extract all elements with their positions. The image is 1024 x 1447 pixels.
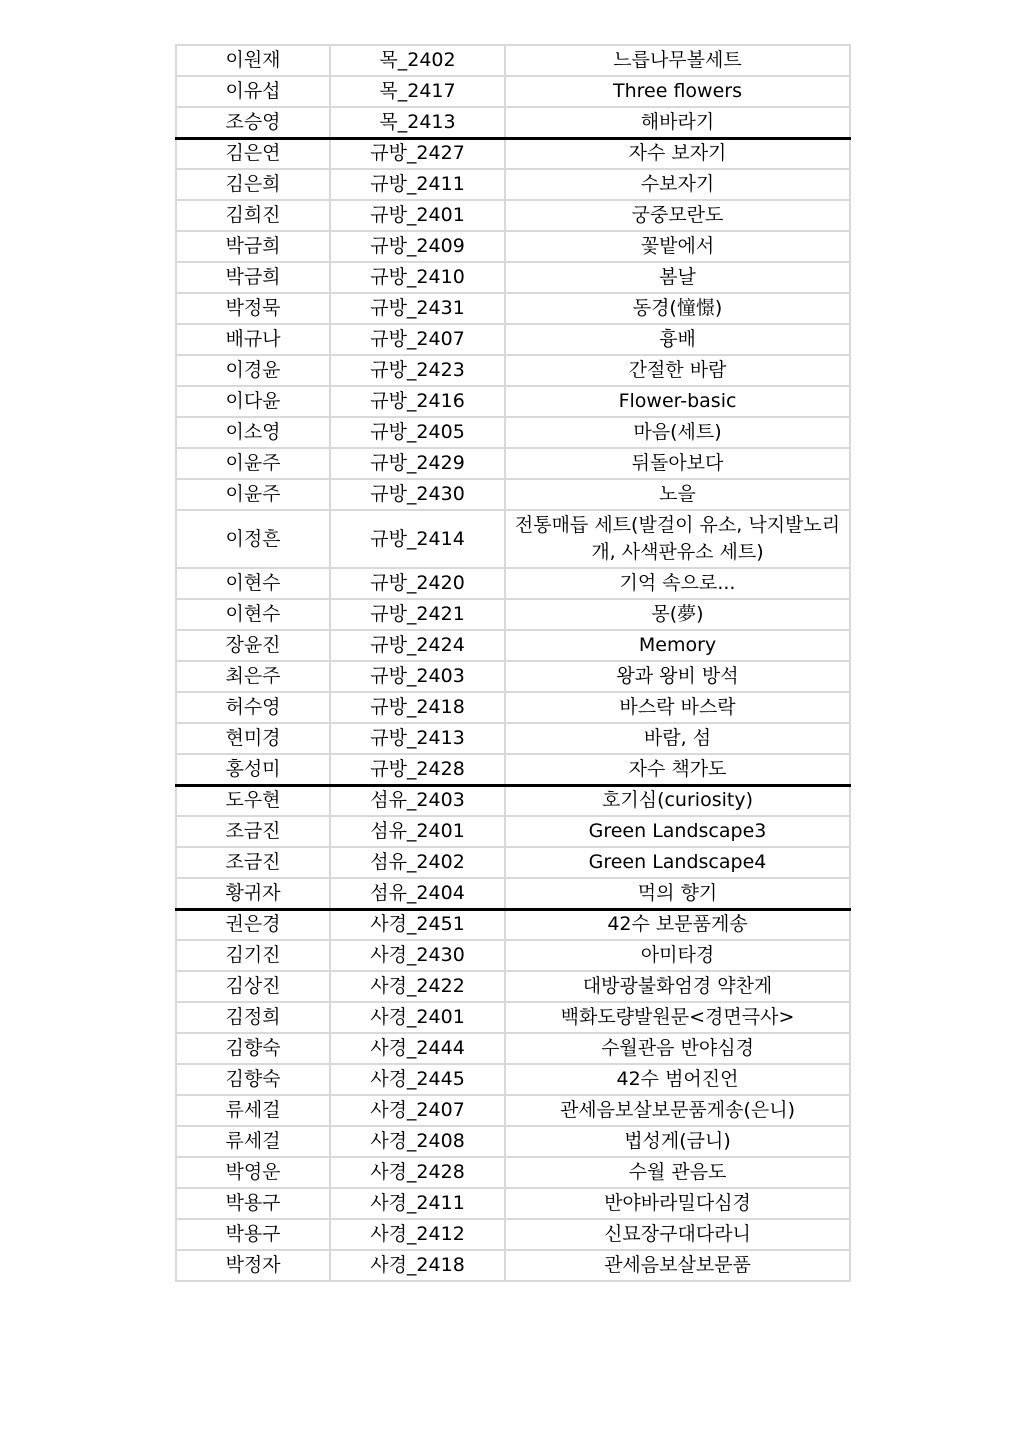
artist-name-cell: 박금희 <box>176 262 330 293</box>
table-row <box>176 1002 850 1033</box>
work-title-cell: 백화도량발원문<경면극사> <box>505 1002 850 1033</box>
work-code-cell: 섬유_2404 <box>330 878 505 909</box>
table-row <box>176 940 850 971</box>
work-title-cell: 궁중모란도 <box>505 200 850 231</box>
work-code-cell: 규방_2407 <box>330 324 505 355</box>
work-title-cell: 몽(夢) <box>505 599 850 630</box>
table-row <box>176 1219 850 1250</box>
artist-name-cell: 권은경 <box>176 909 330 940</box>
artist-name-cell: 김향숙 <box>176 1033 330 1064</box>
table-row <box>176 107 850 138</box>
table-row <box>176 1064 850 1095</box>
table-row <box>176 1250 850 1281</box>
table-row <box>176 479 850 510</box>
artist-name-cell: 이소영 <box>176 417 330 448</box>
artist-name-cell: 도우현 <box>176 785 330 816</box>
work-code-cell: 목_2413 <box>330 107 505 138</box>
table-row <box>176 630 850 661</box>
table-row <box>176 568 850 599</box>
work-title-cell: 간절한 바람 <box>505 355 850 386</box>
table-row <box>176 76 850 107</box>
work-title-cell: Green Landscape3 <box>505 816 850 847</box>
work-code-cell: 섬유_2402 <box>330 847 505 878</box>
artist-name-cell: 박정묵 <box>176 293 330 324</box>
work-code-cell: 섬유_2401 <box>330 816 505 847</box>
artist-name-cell: 이윤주 <box>176 448 330 479</box>
artist-name-cell: 배규나 <box>176 324 330 355</box>
work-code-cell: 규방_2430 <box>330 479 505 510</box>
work-title-cell: 기억 속으로... <box>505 568 850 599</box>
table-row <box>176 971 850 1002</box>
artist-name-cell: 김향숙 <box>176 1064 330 1095</box>
artist-name-cell: 김은희 <box>176 169 330 200</box>
work-code-cell: 사경_2422 <box>330 971 505 1002</box>
table-row <box>176 231 850 262</box>
artist-name-cell: 박용구 <box>176 1219 330 1250</box>
artist-name-cell: 황귀자 <box>176 878 330 909</box>
artist-name-cell: 이정흔 <box>176 510 330 568</box>
artist-name-cell: 조금진 <box>176 847 330 878</box>
artist-name-cell: 장윤진 <box>176 630 330 661</box>
work-code-cell: 규방_2414 <box>330 510 505 568</box>
work-title-cell: 수월 관음도 <box>505 1157 850 1188</box>
work-title-cell: 반야바라밀다심경 <box>505 1188 850 1219</box>
table-row <box>176 45 850 76</box>
work-code-cell: 규방_2421 <box>330 599 505 630</box>
table-row <box>176 355 850 386</box>
artist-name-cell: 이윤주 <box>176 479 330 510</box>
work-title-cell: 대방광불화엄경 약찬게 <box>505 971 850 1002</box>
work-code-cell: 규방_2420 <box>330 568 505 599</box>
work-title-cell: Green Landscape4 <box>505 847 850 878</box>
table-row <box>176 138 850 169</box>
work-title-cell: 42수 범어진언 <box>505 1064 850 1095</box>
table-row <box>176 510 850 568</box>
work-title-cell: 뒤돌아보다 <box>505 448 850 479</box>
artist-name-cell: 현미경 <box>176 723 330 754</box>
artist-name-cell: 허수영 <box>176 692 330 723</box>
work-code-cell: 규방_2401 <box>330 200 505 231</box>
table-row <box>176 661 850 692</box>
table-row <box>176 816 850 847</box>
work-title-cell: 왕과 왕비 방석 <box>505 661 850 692</box>
table-row <box>176 599 850 630</box>
artist-name-cell: 조승영 <box>176 107 330 138</box>
work-title-cell: 바람, 섬 <box>505 723 850 754</box>
work-code-cell: 규방_2409 <box>330 231 505 262</box>
artist-name-cell: 이다윤 <box>176 386 330 417</box>
work-code-cell: 목_2417 <box>330 76 505 107</box>
artist-name-cell: 이유섭 <box>176 76 330 107</box>
work-code-cell: 규방_2403 <box>330 661 505 692</box>
table-row <box>176 169 850 200</box>
work-code-cell: 사경_2430 <box>330 940 505 971</box>
work-code-cell: 규방_2431 <box>330 293 505 324</box>
artist-name-cell: 이현수 <box>176 568 330 599</box>
work-code-cell: 사경_2407 <box>330 1095 505 1126</box>
work-code-cell: 사경_2451 <box>330 909 505 940</box>
work-title-cell: 흉배 <box>505 324 850 355</box>
table-row <box>176 785 850 816</box>
work-code-cell: 규방_2429 <box>330 448 505 479</box>
artist-name-cell: 조금진 <box>176 816 330 847</box>
work-code-cell: 섬유_2403 <box>330 785 505 816</box>
table-row <box>176 909 850 940</box>
artist-name-cell: 박용구 <box>176 1188 330 1219</box>
work-code-cell: 규방_2424 <box>330 630 505 661</box>
work-code-cell: 규방_2423 <box>330 355 505 386</box>
work-code-cell: 사경_2428 <box>330 1157 505 1188</box>
work-code-cell: 사경_2408 <box>330 1126 505 1157</box>
work-title-cell: 42수 보문품게송 <box>505 909 850 940</box>
work-title-cell: 수보자기 <box>505 169 850 200</box>
artist-name-cell: 김희진 <box>176 200 330 231</box>
work-code-cell: 규방_2428 <box>330 754 505 785</box>
work-title-cell: 법성게(금니) <box>505 1126 850 1157</box>
table-row <box>176 723 850 754</box>
work-code-cell: 목_2402 <box>330 45 505 76</box>
work-code-cell: 사경_2412 <box>330 1219 505 1250</box>
artist-name-cell: 김은연 <box>176 138 330 169</box>
work-title-cell: 먹의 향기 <box>505 878 850 909</box>
work-title-cell: 수월관음 반야심경 <box>505 1033 850 1064</box>
table-row <box>176 1095 850 1126</box>
work-code-cell: 규방_2411 <box>330 169 505 200</box>
artist-name-cell: 최은주 <box>176 661 330 692</box>
table-row <box>176 1188 850 1219</box>
artist-name-cell: 류세걸 <box>176 1095 330 1126</box>
work-title-cell: 자수 책가도 <box>505 754 850 785</box>
work-code-cell: 사경_2401 <box>330 1002 505 1033</box>
table-row <box>176 1157 850 1188</box>
table-row <box>176 386 850 417</box>
artist-name-cell: 박금희 <box>176 231 330 262</box>
work-title-cell: 전통매듭 세트(발걸이 유소, 낙지발노리개, 사색판유소 세트) <box>505 510 850 568</box>
table-row <box>176 200 850 231</box>
work-title-cell: Flower-basic <box>505 386 850 417</box>
work-title-cell: 관세음보살보문품게송(은니) <box>505 1095 850 1126</box>
artist-name-cell: 홍성미 <box>176 754 330 785</box>
work-code-cell: 규방_2418 <box>330 692 505 723</box>
work-title-cell: Three flowers <box>505 76 850 107</box>
work-code-cell: 규방_2413 <box>330 723 505 754</box>
artist-name-cell: 김상진 <box>176 971 330 1002</box>
work-title-cell: 자수 보자기 <box>505 138 850 169</box>
work-code-cell: 규방_2405 <box>330 417 505 448</box>
work-title-cell: 아미타경 <box>505 940 850 971</box>
table-row <box>176 692 850 723</box>
work-code-cell: 규방_2410 <box>330 262 505 293</box>
work-code-cell: 사경_2444 <box>330 1033 505 1064</box>
artist-name-cell: 이경윤 <box>176 355 330 386</box>
work-title-cell: 동경(憧憬) <box>505 293 850 324</box>
work-code-cell: 사경_2445 <box>330 1064 505 1095</box>
artist-name-cell: 김정희 <box>176 1002 330 1033</box>
work-title-cell: 관세음보살보문품 <box>505 1250 850 1281</box>
table-row <box>176 754 850 785</box>
artist-name-cell: 김기진 <box>176 940 330 971</box>
table-row <box>176 878 850 909</box>
work-title-cell: 꽃밭에서 <box>505 231 850 262</box>
work-title-cell: 바스락 바스락 <box>505 692 850 723</box>
table-row <box>176 847 850 878</box>
table-row <box>176 417 850 448</box>
work-title-cell: 노을 <box>505 479 850 510</box>
artist-name-cell: 이원재 <box>176 45 330 76</box>
artist-name-cell: 이현수 <box>176 599 330 630</box>
work-title-cell: 신묘장구대다라니 <box>505 1219 850 1250</box>
work-title-cell: Memory <box>505 630 850 661</box>
work-title-cell: 해바라기 <box>505 107 850 138</box>
artist-name-cell: 박영운 <box>176 1157 330 1188</box>
work-title-cell: 호기심(curiosity) <box>505 785 850 816</box>
work-title-cell: 마음(세트) <box>505 417 850 448</box>
work-code-cell: 규방_2427 <box>330 138 505 169</box>
work-code-cell: 사경_2418 <box>330 1250 505 1281</box>
table-row <box>176 324 850 355</box>
artist-name-cell: 박정자 <box>176 1250 330 1281</box>
table-row <box>176 448 850 479</box>
table-body <box>176 45 850 1281</box>
work-title-cell: 느릅나무볼세트 <box>505 45 850 76</box>
table-row <box>176 262 850 293</box>
table-row <box>176 1126 850 1157</box>
work-code-cell: 규방_2416 <box>330 386 505 417</box>
artwork-list-sheet <box>175 44 849 1282</box>
artist-name-cell: 류세걸 <box>176 1126 330 1157</box>
table-row <box>176 1033 850 1064</box>
table-row <box>176 293 850 324</box>
work-title-cell: 봄날 <box>505 262 850 293</box>
artwork-table <box>175 44 851 1282</box>
work-code-cell: 사경_2411 <box>330 1188 505 1219</box>
